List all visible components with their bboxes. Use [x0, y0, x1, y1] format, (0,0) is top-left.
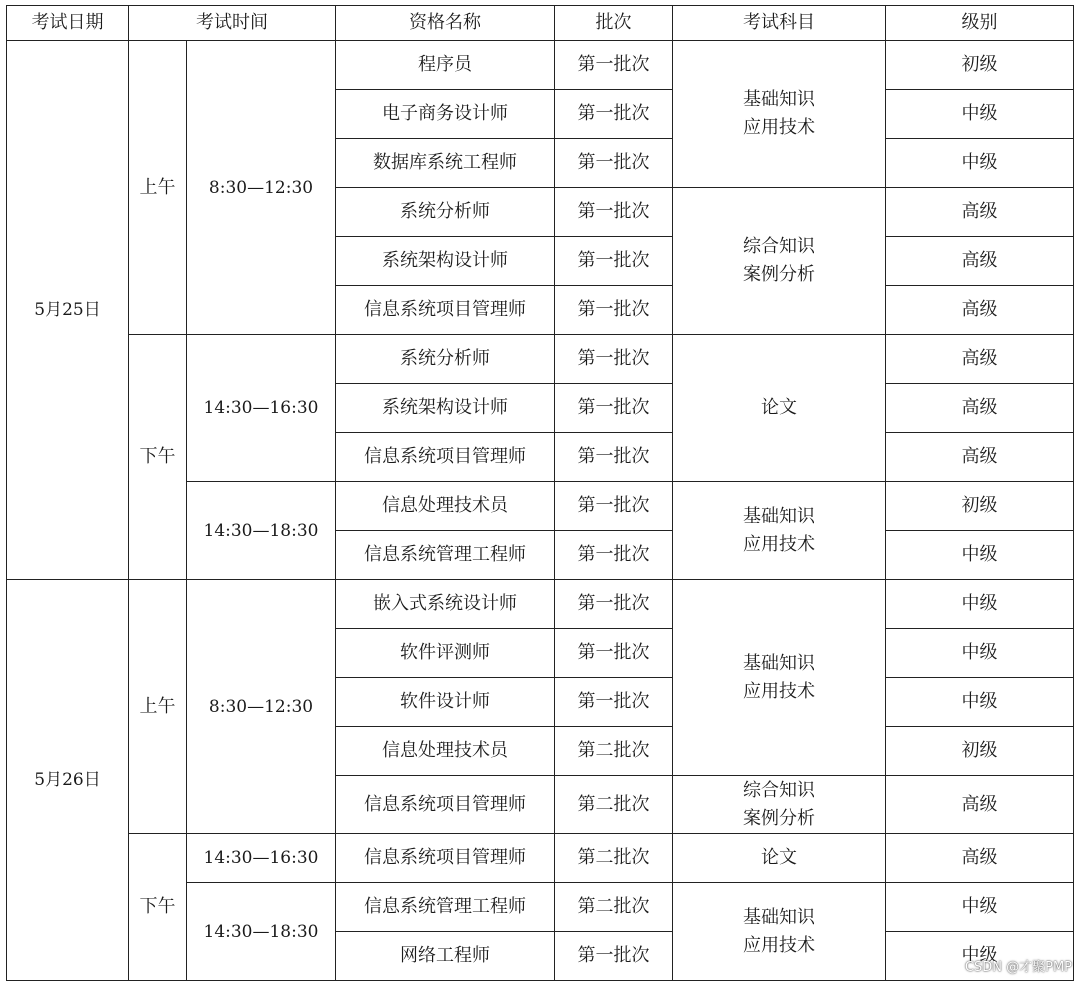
- subject-line: 基础知识: [743, 652, 815, 674]
- batch-cell: 第一批次: [555, 932, 673, 981]
- batch-cell: 第一批次: [555, 237, 673, 286]
- subject-line: 基础知识: [743, 505, 815, 527]
- qualification-cell: 程序员: [336, 41, 555, 90]
- batch-cell: 第一批次: [555, 580, 673, 629]
- batch-cell: 第一批次: [555, 90, 673, 139]
- time-cell: 14:30—16:30: [187, 335, 336, 482]
- header-batch: 批次: [555, 6, 673, 41]
- subject-line: 案例分析: [743, 264, 815, 285]
- period-cell: 下午: [129, 335, 187, 580]
- period-cell: 上午: [129, 580, 187, 834]
- qualification-cell: 软件设计师: [336, 678, 555, 727]
- batch-cell: 第二批次: [555, 883, 673, 932]
- qualification-cell: 系统架构设计师: [336, 237, 555, 286]
- level-cell: 初级: [886, 41, 1074, 90]
- subject-line: 综合知识: [743, 236, 815, 257]
- date-cell: 5月25日: [7, 41, 129, 580]
- batch-cell: 第一批次: [555, 678, 673, 727]
- qualification-cell: 信息系统项目管理师: [336, 776, 555, 834]
- level-cell: 中级: [886, 932, 1074, 981]
- qualification-cell: 系统架构设计师: [336, 384, 555, 433]
- exam-schedule-table: [6, 5, 1074, 981]
- header-date: 考试日期: [7, 6, 129, 41]
- batch-cell: 第二批次: [555, 727, 673, 776]
- time-cell: 8:30—12:30: [187, 580, 336, 834]
- header-subject: 考试科目: [673, 6, 886, 41]
- subject-line: 应用技术: [743, 533, 815, 555]
- date-cell: 5月26日: [7, 580, 129, 981]
- subject-cell: 论文: [673, 335, 886, 482]
- subject-cell: [673, 188, 886, 335]
- qualification-cell: 信息处理技术员: [336, 727, 555, 776]
- subject-cell: [673, 482, 886, 580]
- batch-cell: 第一批次: [555, 335, 673, 384]
- level-cell: 高级: [886, 335, 1074, 384]
- subject-line: 基础知识: [743, 89, 815, 110]
- level-cell: 高级: [886, 776, 1074, 834]
- table-row: [7, 580, 1074, 629]
- subject-cell: [673, 580, 886, 776]
- watermark: CSDN @才聚PMP: [964, 960, 1072, 975]
- subject-cell: [673, 41, 886, 188]
- level-cell: 高级: [886, 237, 1074, 286]
- header-row: [7, 6, 1074, 41]
- qualification-cell: 信息系统管理工程师: [336, 531, 555, 580]
- subject-line: 应用技术: [743, 680, 815, 702]
- level-cell: 中级: [886, 90, 1074, 139]
- batch-cell: 第一批次: [555, 41, 673, 90]
- subject-line: 应用技术: [743, 117, 815, 138]
- table-row: [7, 834, 1074, 883]
- qualification-cell: 信息系统项目管理师: [336, 834, 555, 883]
- time-cell: 14:30—18:30: [187, 883, 336, 981]
- batch-cell: 第一批次: [555, 384, 673, 433]
- level-cell: 高级: [886, 286, 1074, 335]
- qualification-cell: 数据库系统工程师: [336, 139, 555, 188]
- batch-cell: 第一批次: [555, 531, 673, 580]
- period-cell: 上午: [129, 41, 187, 335]
- header-qualification: 资格名称: [336, 6, 555, 41]
- level-cell: 高级: [886, 384, 1074, 433]
- level-cell: 高级: [886, 433, 1074, 482]
- level-cell: 初级: [886, 482, 1074, 531]
- subject-line: 综合知识: [743, 779, 815, 801]
- time-cell: 14:30—16:30: [187, 834, 336, 883]
- period-cell: 下午: [129, 834, 187, 981]
- qualification-cell: 信息系统管理工程师: [336, 883, 555, 932]
- batch-cell: 第二批次: [555, 776, 673, 834]
- qualification-cell: 系统分析师: [336, 335, 555, 384]
- qualification-cell: 系统分析师: [336, 188, 555, 237]
- level-cell: 初级: [886, 727, 1074, 776]
- table-row: [7, 335, 1074, 384]
- level-cell: 中级: [886, 883, 1074, 932]
- batch-cell: 第一批次: [555, 482, 673, 531]
- level-cell: 中级: [886, 139, 1074, 188]
- level-cell: 中级: [886, 580, 1074, 629]
- batch-cell: 第一批次: [555, 188, 673, 237]
- level-cell: 中级: [886, 678, 1074, 727]
- qualification-cell: 嵌入式系统设计师: [336, 580, 555, 629]
- batch-cell: 第二批次: [555, 834, 673, 883]
- subject-line: 应用技术: [743, 934, 815, 956]
- qualification-cell: 网络工程师: [336, 932, 555, 981]
- qualification-cell: 信息系统项目管理师: [336, 433, 555, 482]
- level-cell: 高级: [886, 834, 1074, 883]
- subject-cell: [673, 776, 886, 834]
- level-cell: 中级: [886, 629, 1074, 678]
- batch-cell: 第一批次: [555, 433, 673, 482]
- subject-cell: 论文: [673, 834, 886, 883]
- subject-line: 案例分析: [743, 807, 815, 829]
- level-cell: 中级: [886, 531, 1074, 580]
- subject-cell: [673, 883, 886, 981]
- batch-cell: 第一批次: [555, 629, 673, 678]
- qualification-cell: 信息处理技术员: [336, 482, 555, 531]
- qualification-cell: 信息系统项目管理师: [336, 286, 555, 335]
- time-cell: 8:30—12:30: [187, 41, 336, 335]
- qualification-cell: 电子商务设计师: [336, 90, 555, 139]
- exam-schedule-sheet: [6, 5, 1073, 978]
- batch-cell: 第一批次: [555, 286, 673, 335]
- qualification-cell: 软件评测师: [336, 629, 555, 678]
- batch-cell: 第一批次: [555, 139, 673, 188]
- table-row: [7, 41, 1074, 90]
- level-cell: 高级: [886, 188, 1074, 237]
- subject-line: 基础知识: [743, 906, 815, 928]
- time-cell: 14:30—18:30: [187, 482, 336, 580]
- header-time: 考试时间: [129, 6, 336, 41]
- header-level: 级别: [886, 6, 1074, 41]
